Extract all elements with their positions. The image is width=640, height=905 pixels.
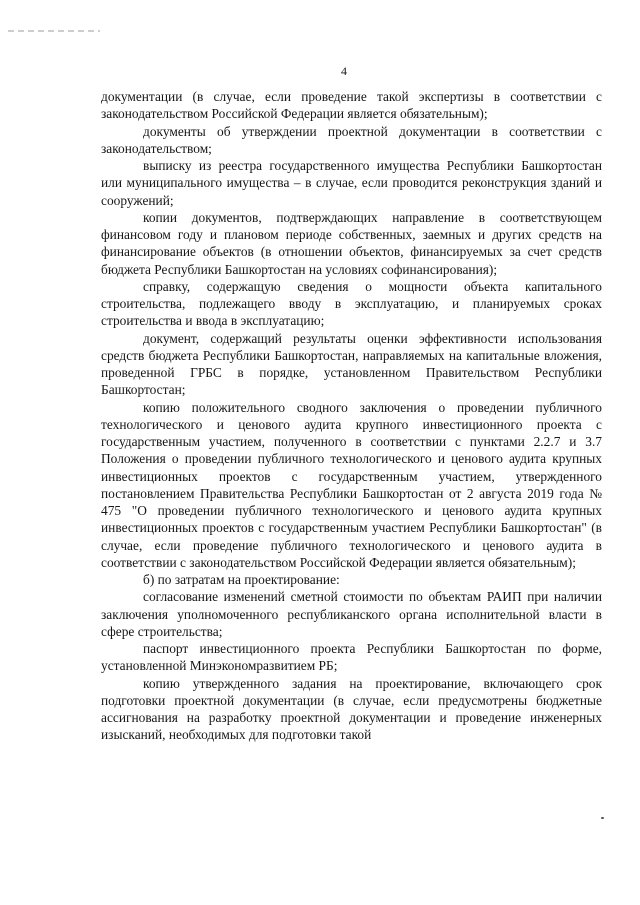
paragraph-efficiency-assessment: документ, содержащий результаты оценки эффективности использования средств бюджета Республики Башкортостан, направляемых на капитальные вложения, проведенной ГРБС в порядке, установленном Правительством Республики Башкортостан;: [101, 330, 602, 398]
paragraph-audit-conclusion: копию положительного сводного заключения о проведении публичного технологического и ценового аудита крупного инвестиционного проекта с государственным участием, полученного в соответствии с пунктами 2.2.7 и 3.7 Положения о проведении публичного технологического и ценового аудита крупных инвестиционных проектов с государственным участием, утвержденного постановлением Правительства Республики Башкортостан от 2 августа 2019 года № 475 "О проведении публичного технологического и ценового аудита крупных инвестиционных проектов с государственным участием Республики Башкортостан" (в случае, если проведение публичного технологического и ценового аудита в соответствии с законодательством Российской Федерации является обязательным);: [101, 399, 602, 570]
paragraph-estimate-approval: согласование изменений сметной стоимости по объектам РАИП при наличии заключения уполномоченного республиканского органа исполнительной власти в сфере строительства;: [101, 589, 602, 639]
paragraph-approval-documents: документы об утверждении проектной документации в соответствии с законодательством;: [101, 123, 602, 156]
paragraph-funding-copies: копии документов, подтверждающих направление в соответствующем финансовом году и плановом периоде собственных, заемных и других средств на финансирование объектов (в отношении объектов, финансируемых за счет средств бюджета Республики Башкортостан на условиях софинансирования);: [101, 209, 602, 277]
paragraph-registry-extract: выписку из реестра государственного имущества Республики Башкортостан или муниципального имущества – в случае, если проводится реконструкция зданий и сооружений;: [101, 158, 602, 208]
paragraph-design-assignment: копию утвержденного задания на проектирование, включающего срок подготовки проектной документации (в случае, если предусмотрены бюджетные ассигнования на разработку проектной документации и проведение инженерных изысканий, необходимых для подготовки такой: [101, 675, 602, 743]
scan-speck: [601, 817, 604, 819]
paragraph-capacity-certificate: справку, содержащую сведения о мощности объекта капитального строительства, подлежащего вводу в эксплуатацию, и планируемых сроках строительства и ввода в эксплуатацию;: [101, 278, 602, 329]
scan-artifact: [8, 30, 100, 32]
paragraph-project-passport: паспорт инвестиционного проекта Республики Башкортостан по форме, установленной Минэкономразвитием РБ;: [101, 641, 602, 674]
document-body: [101, 88, 602, 744]
page-number: 4: [341, 64, 347, 78]
paragraph-design-costs-heading: б) по затратам на проектирование:: [143, 572, 340, 587]
paragraph-continued: документации (в случае, если проведение такой экспертизы в соответствии с законодательством Российской Федерации является обязательным);: [101, 89, 602, 122]
